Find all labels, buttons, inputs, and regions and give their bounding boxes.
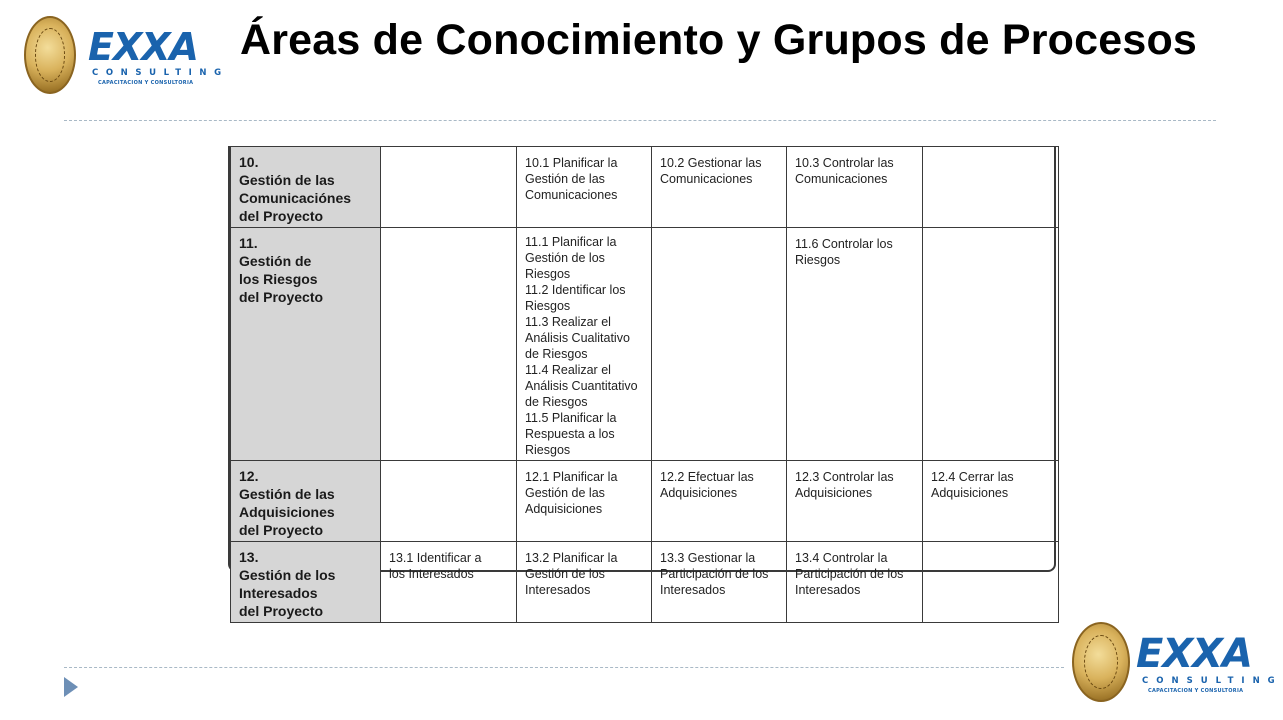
- monitoring-cell: [787, 461, 923, 542]
- planning-cell: [517, 228, 652, 461]
- area-number: 12.: [239, 468, 259, 484]
- initiating-cell: [381, 461, 517, 542]
- executing-cell: [652, 147, 787, 228]
- table-row: [231, 542, 1059, 623]
- initiating-cell: [381, 542, 517, 623]
- executing-cell: [652, 542, 787, 623]
- area-cell: [231, 228, 381, 461]
- logo-tagline: CAPACITACION Y CONSULTORIA: [1148, 688, 1244, 694]
- area-label: Gestión de las Adquisiciones del Proyecto: [239, 486, 335, 538]
- planning-cell: [517, 147, 652, 228]
- process-text: 11.6 Controlar los Riesgos: [795, 237, 893, 267]
- top-divider: [64, 120, 1216, 121]
- logo-sub: CONSULTING: [1142, 676, 1283, 686]
- closing-cell: [923, 461, 1059, 542]
- university-seal-top: [24, 16, 76, 94]
- planning-cell: [517, 461, 652, 542]
- university-seal-bottom: [1072, 622, 1130, 702]
- executing-cell: [652, 228, 787, 461]
- monitoring-cell: [787, 542, 923, 623]
- page-title: Áreas de Conocimiento y Grupos de Procesos: [240, 16, 1198, 64]
- area-label: Gestión de los Riesgos del Proyecto: [239, 253, 324, 305]
- initiating-cell: [381, 228, 517, 461]
- planning-cell: [517, 542, 652, 623]
- table-row: [231, 461, 1059, 542]
- area-cell: [231, 461, 381, 542]
- process-text: 13.1 Identificar a los Interesados: [389, 551, 482, 581]
- process-text: 10.1 Planificar la Gestión de las Comunicaciones: [525, 156, 618, 202]
- area-number: 11.: [239, 235, 258, 251]
- process-text: 12.2 Efectuar las Adquisiciones: [660, 470, 754, 500]
- process-text: 10.2 Gestionar las Comunicaciones: [660, 156, 762, 186]
- closing-cell: [923, 228, 1059, 461]
- monitoring-cell: [787, 228, 923, 461]
- area-cell: [231, 147, 381, 228]
- process-text: 13.3 Gestionar la Participación de los Interesados: [660, 551, 769, 597]
- executing-cell: [652, 461, 787, 542]
- area-label: Gestión de las Comunicaciónes del Proyecto: [239, 172, 352, 224]
- initiating-cell: [381, 147, 517, 228]
- process-text: 11.1 Planificar la Gestión de los Riesgos 11.2 Identificar los Riesgos 11.3 Realizar el Análisis Cualitativo de Riesgos 11.4 Realizar el Análisis Cuantitativo de Riesgos 11.5 Planificar la Respuesta a los Riesgos: [525, 235, 638, 457]
- area-number: 10.: [239, 154, 259, 170]
- bottom-divider: [64, 667, 1064, 668]
- process-text: 12.1 Planificar la Gestión de las Adquisiciones: [525, 470, 618, 516]
- closing-cell: [923, 147, 1059, 228]
- process-table: [228, 146, 1056, 619]
- process-text: 13.2 Planificar la Gestión de los Interesados: [525, 551, 618, 597]
- logo-wordmark: EXXA: [88, 25, 198, 69]
- area-number: 13.: [239, 549, 259, 565]
- closing-cell: [923, 542, 1059, 623]
- process-text: 12.3 Controlar las Adquisiciones: [795, 470, 894, 500]
- area-cell: [231, 542, 381, 623]
- logo-wordmark: EXXA: [1136, 631, 1252, 677]
- area-label: Gestión de los Interesados del Proyecto: [239, 567, 336, 619]
- table-row: [231, 147, 1059, 228]
- triangle-bullet-icon: [64, 677, 78, 697]
- process-text: 12.4 Cerrar las Adquisiciones: [931, 470, 1014, 500]
- process-text: 10.3 Controlar las Comunicaciones: [795, 156, 894, 186]
- logo-sub: CONSULTING: [92, 68, 229, 78]
- monitoring-cell: [787, 147, 923, 228]
- logo-tagline: CAPACITACION Y CONSULTORIA: [98, 80, 194, 86]
- process-text: 13.4 Controlar la Participación de los Interesados: [795, 551, 904, 597]
- table-row: [231, 228, 1059, 461]
